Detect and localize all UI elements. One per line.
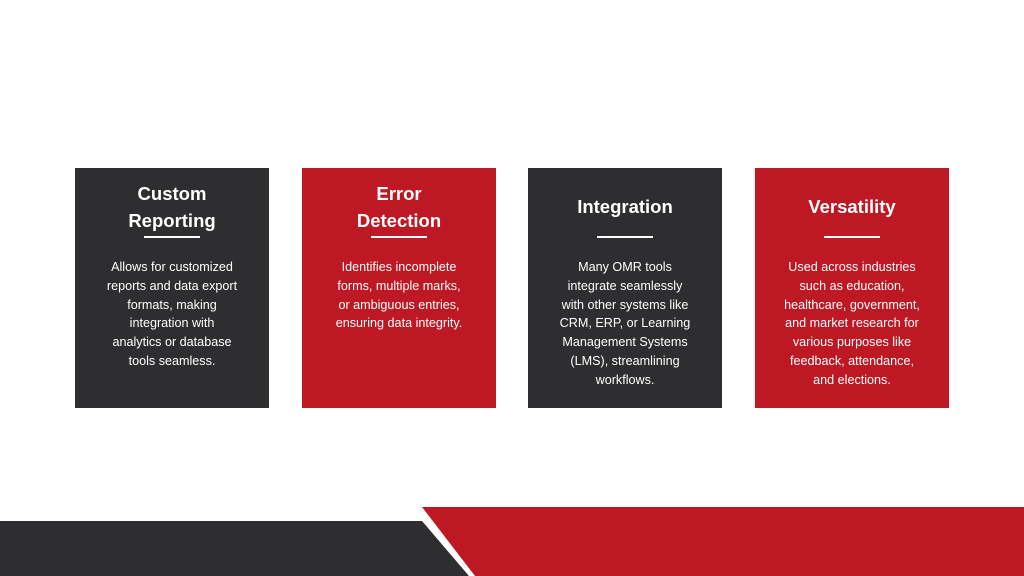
card-description: Used across industries such as education, healthcare, government, and market research for various purposes like feedback, attendance, and elections. (784, 260, 920, 387)
footer-red-band (422, 507, 1024, 576)
card-description: Many OMR tools integrate seamlessly with other systems like CRM, ERP, or Learning Management Systems (LMS), streamlining workflows. (559, 260, 691, 387)
card-title: Integration (577, 196, 673, 217)
card-title: Error Detection (356, 182, 442, 231)
card-description: Allows for customized reports and data export formats, making integration with analytics or database tools seamless. (106, 260, 238, 368)
footer-dark-band (0, 521, 469, 576)
card-title: Versatility (808, 196, 896, 217)
card-title: Custom Reporting (128, 182, 216, 231)
card-description: Identifies incomplete forms, multiple marks, or ambiguous entries, ensuring data integrity. (335, 260, 463, 331)
